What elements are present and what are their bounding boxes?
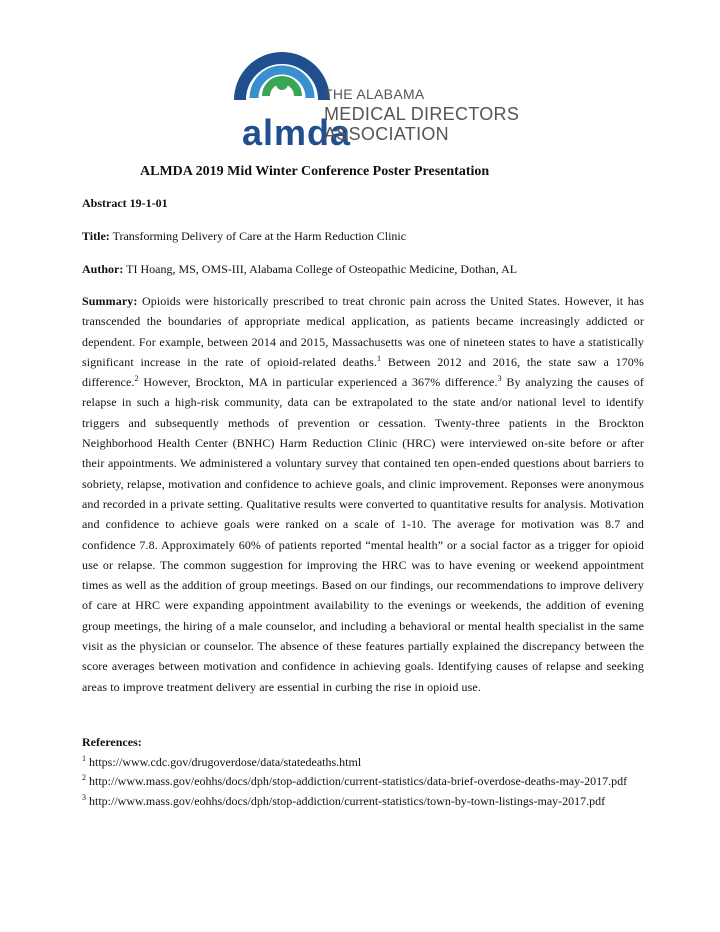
poster-title-line [82,229,406,244]
reference-url: http://www.mass.gov/eohhs/docs/dph/stop-addiction/current-statistics/town-by-town-listings-may-2017.pdf [86,793,606,808]
summary-label: Summary: [82,294,138,308]
almda-logo [232,38,532,153]
reference-number: 1 [82,753,86,763]
author-value: TI Hoang, MS, OMS-III, Alabama College of Osteopathic Medicine, Dothan, AL [126,262,518,276]
logo-org-line-3: ASSOCIATION [324,124,449,144]
reference-item [82,792,652,812]
summary-text-2: Between 2012 and 2016, the state saw a 170% difference. [82,354,645,390]
summary-text-1: Opioids were historically prescribed to treat chronic pain across the United States. However, it has transcended the boundaries of appropriate medical application, as patients became increasingly addicted or dependent. For example, between 2014 and 2015, Massachusetts was one of nineteen states to have a statistically significant increase in the rate of opioid-related deaths. [82,294,644,369]
citation-1: 1 [377,353,382,363]
poster-title-value: Transforming Delivery of Care at the Harm Reduction Clinic [112,229,407,243]
logo-organization-name [324,84,519,144]
author-label: Author: [82,262,124,276]
logo-wordmark: almda [242,112,352,153]
references-label: References: [82,735,142,749]
references-section [82,733,652,811]
reference-item [82,753,652,773]
author-line [82,262,517,277]
citation-2: 2 [134,374,139,384]
reference-item [82,772,652,792]
logo-core-dot [276,78,288,90]
logo-org-line-1: THE ALABAMA [324,86,425,102]
reference-number: 2 [82,773,86,782]
abstract-number: Abstract 19-1-01 [82,196,168,210]
logo-org-line-2: MEDICAL DIRECTORS [324,104,520,124]
summary-text-3: However, Brockton, MA in particular experienced a 367% difference. [138,375,498,390]
reference-url: https://www.cdc.gov/drugoverdose/data/statedeaths.html [86,754,362,769]
citation-3: 3 [497,374,502,384]
reference-number: 3 [82,792,86,802]
summary-text-4: By analyzing the causes of relapse in such a high-risk community, data can be extrapolated to the state and/or national level to identify triggers and subsequently methods of prevention or cessation. Twenty-three patients in the Brockton Neighborhood Health Center (BNHC) Harm Reduction Clinic (HRC) were interviewed on-site before or after their appointments. We administered a voluntary survey that contained ten open-ended questions about barriers to sobriety, relapse, motivation and confidence to achieve goals, and clinic improvement. Reponses were anonymous and recorded in a private setting. Qualitative results were converted to quantitative results for analysis. Motivation and confidence to achieve goals were ranked on a scale of 1-10. The average for motivation was 8.7 and confidence 7.8. Approximately 60% of patients reported “mental health” or a social factor as a trigger for opioid use or relapse. The common suggestion for improving the HRC was to have evening or weekend appointment times as well as the addition of group meetings. Based on our findings, our recommendations to improve delivery of care at HRC were expanding appointment availability to the evenings or weekends, the addition of evening group meetings, the hiring of a male counselor, and including a behavioral or mental health specialist in the same visit as the physician or counselor. The absence of these features partially explained the discrepancy between the score averages between motivation and confidence in achieving goals. Identifying causes of relapse and seeking areas to improve treatment delivery are essential in curbing the rise in opioid use. [82,375,644,694]
summary-paragraph [82,291,644,697]
document-title: ALMDA 2019 Mid Winter Conference Poster Presentation [140,164,490,179]
logo-emblem-icon [232,38,332,118]
reference-url: http://www.mass.gov/eohhs/docs/dph/stop-addiction/current-statistics/data-brief-overdose-deaths-may-2017.pdf [86,774,628,788]
poster-title-label: Title: [82,229,110,243]
